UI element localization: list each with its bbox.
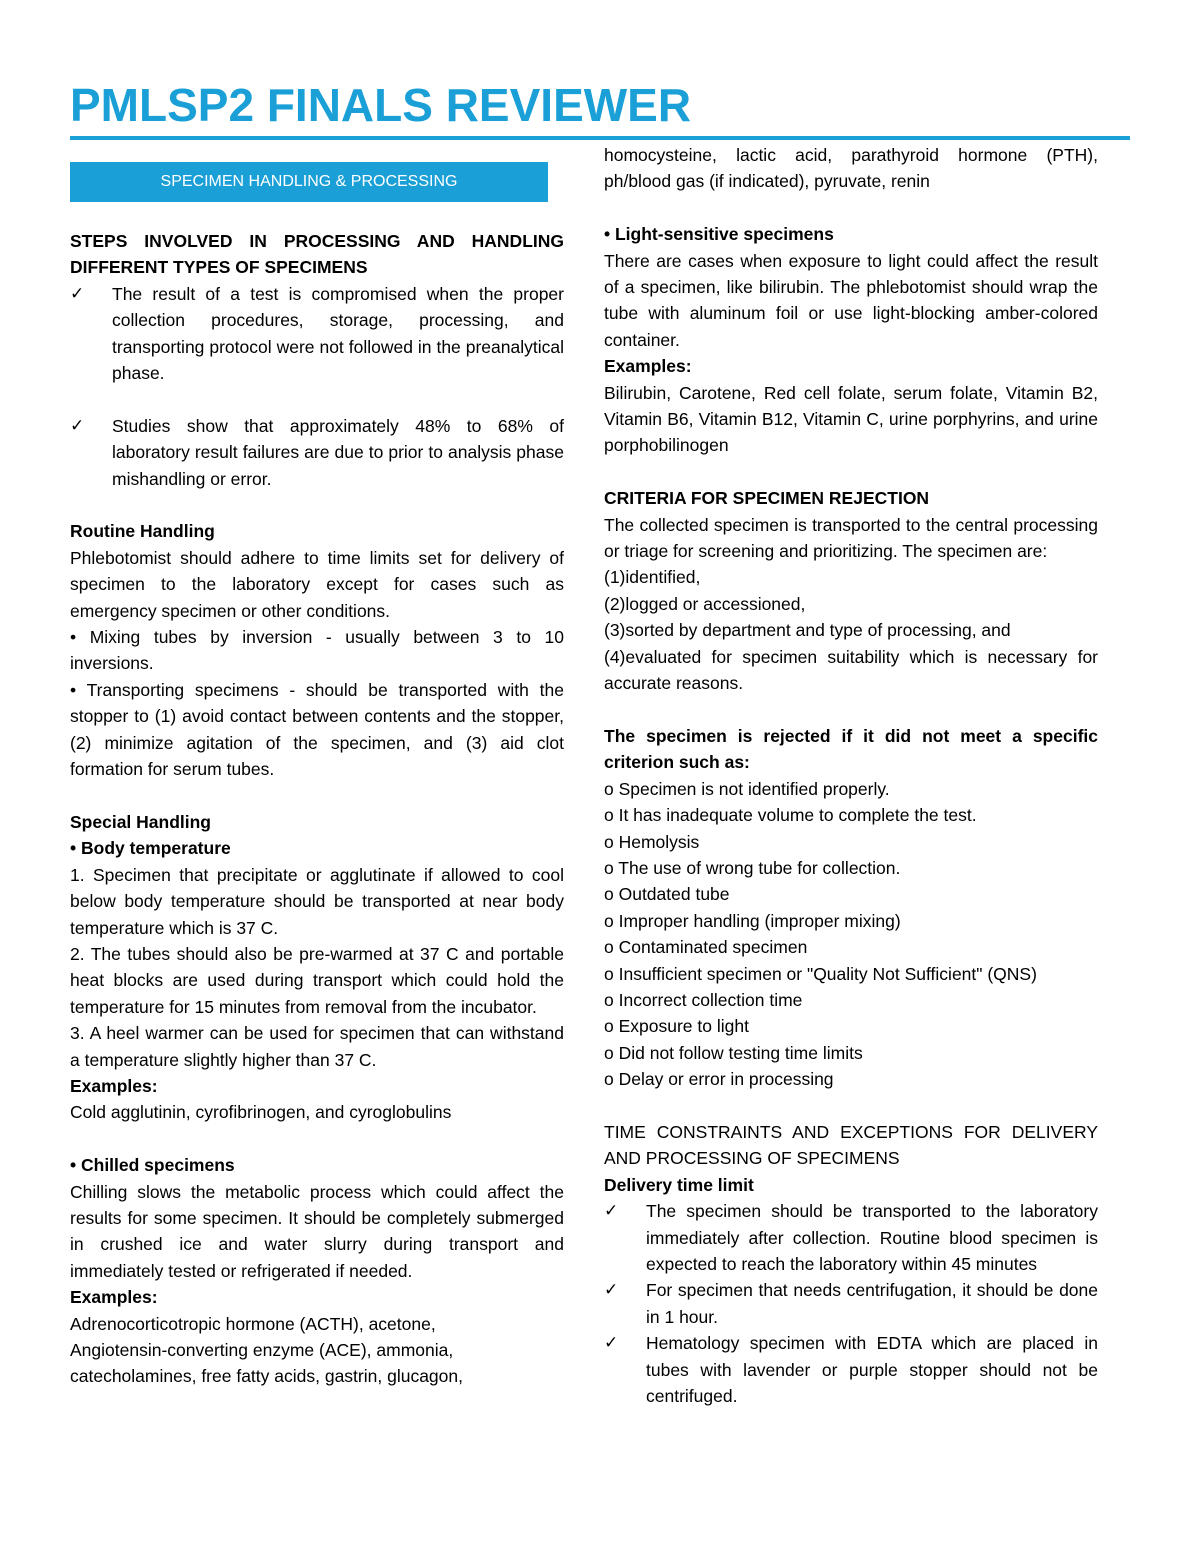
- routine-text: Phlebotomist should adhere to time limits set for delivery of specimen to the laboratory except for cases such as emergency specimen or other conditions.: [70, 547, 564, 621]
- rejection-step: (2)logged or accessioned,: [604, 593, 806, 614]
- examples-label: Examples:: [604, 356, 692, 377]
- checkmark-icon: ✓: [604, 1333, 619, 1353]
- criteria-item: o Hemolysis: [604, 831, 700, 852]
- step-text: Studies show that approximately 48% to 68% of laboratory result failures are due to prior to analysis phase mishandling or error.: [112, 415, 564, 489]
- delivery-text: For specimen that needs centrifugation, it should be done in 1 hour.: [646, 1280, 1098, 1327]
- criteria-item: o It has inadequate volume to complete the test.: [604, 805, 977, 826]
- body-temp-heading: • Body temperature: [70, 838, 231, 859]
- rejected-heading: The specimen is rejected if it did not meet a specific criterion such as:: [604, 725, 1098, 773]
- right-column: [604, 142, 1098, 1409]
- title-underline: [70, 136, 1130, 140]
- examples-label: Examples:: [70, 1075, 158, 1096]
- criteria-item: o Exposure to light: [604, 1016, 749, 1037]
- criteria-item: o Contaminated specimen: [604, 937, 808, 958]
- left-column: [70, 228, 564, 1390]
- light-text: There are cases when exposure to light could affect the result of a specimen, like bilirubin. The phlebotomist should wrap the tube with aluminum foil or use light-blocking amber-colored container.: [604, 250, 1098, 350]
- rejection-step: (4)evaluated for specimen suitability which is necessary for accurate reasons.: [604, 646, 1098, 694]
- criteria-item: o Insufficient specimen or "Quality Not Sufficient" (QNS): [604, 963, 1037, 984]
- light-examples: Bilirubin, Carotene, Red cell folate, serum folate, Vitamin B2, Vitamin B6, Vitamin B12, Vitamin C, urine porphyrins, and urine porphobilinogen: [604, 382, 1098, 456]
- chilled-heading: • Chilled specimens: [70, 1155, 235, 1176]
- checkmark-icon: ✓: [70, 283, 85, 303]
- criteria-item: o Improper handling (improper mixing): [604, 910, 901, 931]
- section-banner: SPECIMEN HANDLING & PROCESSING: [70, 162, 548, 202]
- list-item: [604, 1330, 1098, 1409]
- checkmark-icon: ✓: [70, 415, 85, 435]
- list-item: [70, 413, 564, 492]
- list-item: [604, 1277, 1098, 1330]
- routine-heading: Routine Handling: [70, 521, 215, 542]
- criteria-item: o Specimen is not identified properly.: [604, 778, 890, 799]
- examples-label: Examples:: [70, 1287, 158, 1308]
- time-heading: TIME CONSTRAINTS AND EXCEPTIONS FOR DELIVERY AND PROCESSING OF SPECIMENS: [604, 1121, 1098, 1169]
- mixing-text: • Mixing tubes by inversion - usually between 3 to 10 inversions.: [70, 627, 564, 674]
- chilled-example-line: catecholamines, free fatty acids, gastrin, glucagon,: [70, 1366, 463, 1387]
- body-temp-item: 3. A heel warmer can be used for specimen that can withstand a temperature slightly higher than 37 C.: [70, 1023, 564, 1070]
- delivery-heading: Delivery time limit: [604, 1174, 754, 1195]
- checkmark-icon: ✓: [604, 1280, 619, 1300]
- criteria-item: o Delay or error in processing: [604, 1069, 834, 1090]
- rejection-step: (1)identified,: [604, 567, 701, 588]
- list-item: [70, 281, 564, 387]
- body-temp-item: 2. The tubes should also be pre-warmed at 37 C and portable heat blocks are used during transport which could hold the temperature for 15 minutes from removal from the incubator.: [70, 943, 564, 1017]
- light-heading: • Light-sensitive specimens: [604, 224, 834, 245]
- rejection-text: The collected specimen is transported to the central processing or triage for screening and prioritizing. The specimen are:: [604, 514, 1098, 562]
- step-text: The result of a test is compromised when the proper collection procedures, storage, processing, and transporting protocol were not followed in the preanalytical phase.: [112, 283, 564, 384]
- delivery-text: Hematology specimen with EDTA which are placed in tubes with lavender or purple stopper should not be centrifuged.: [646, 1333, 1098, 1407]
- steps-heading: STEPS INVOLVED IN PROCESSING AND HANDLING DIFFERENT TYPES OF SPECIMENS: [70, 231, 564, 278]
- chilled-text: Chilling slows the metabolic process which could affect the results for some specimen. It should be completely submerged in crushed ice and water slurry during transport and immediately tested or refrigerated if needed.: [70, 1181, 564, 1281]
- rejection-step: (3)sorted by department and type of processing, and: [604, 620, 1011, 641]
- body-temp-examples: Cold agglutinin, cyrofibrinogen, and cyroglobulins: [70, 1102, 452, 1123]
- delivery-text: The specimen should be transported to the laboratory immediately after collection. Routine blood specimen is expected to reach the laboratory within 45 minutes: [646, 1201, 1098, 1274]
- criteria-item: o Outdated tube: [604, 884, 730, 905]
- special-heading: Special Handling: [70, 811, 211, 832]
- list-item: [604, 1198, 1098, 1277]
- page-title: PMLSP2 FINALS REVIEWER: [70, 79, 692, 131]
- chilled-examples-continued: homocysteine, lactic acid, parathyroid hormone (PTH), ph/blood gas (if indicated), pyruvate, renin: [604, 145, 1098, 192]
- criteria-item: o Did not follow testing time limits: [604, 1042, 863, 1063]
- chilled-example-line: Adrenocorticotropic hormone (ACTH), acetone,: [70, 1313, 436, 1334]
- transporting-text: • Transporting specimens - should be transported with the stopper to (1) avoid contact between contents and the stopper, (2) minimize agitation of the specimen, and (3) aid clot formation for serum tubes.: [70, 679, 564, 780]
- checkmark-icon: ✓: [604, 1201, 619, 1221]
- chilled-example-line: Angiotensin-converting enzyme (ACE), ammonia,: [70, 1340, 454, 1360]
- criteria-item: o The use of wrong tube for collection.: [604, 857, 901, 878]
- rejection-heading: CRITERIA FOR SPECIMEN REJECTION: [604, 488, 930, 509]
- body-temp-item: 1. Specimen that precipitate or agglutinate if allowed to cool below body temperature should be transported at near body temperature which is 37 C.: [70, 864, 564, 938]
- criteria-item: o Incorrect collection time: [604, 989, 803, 1010]
